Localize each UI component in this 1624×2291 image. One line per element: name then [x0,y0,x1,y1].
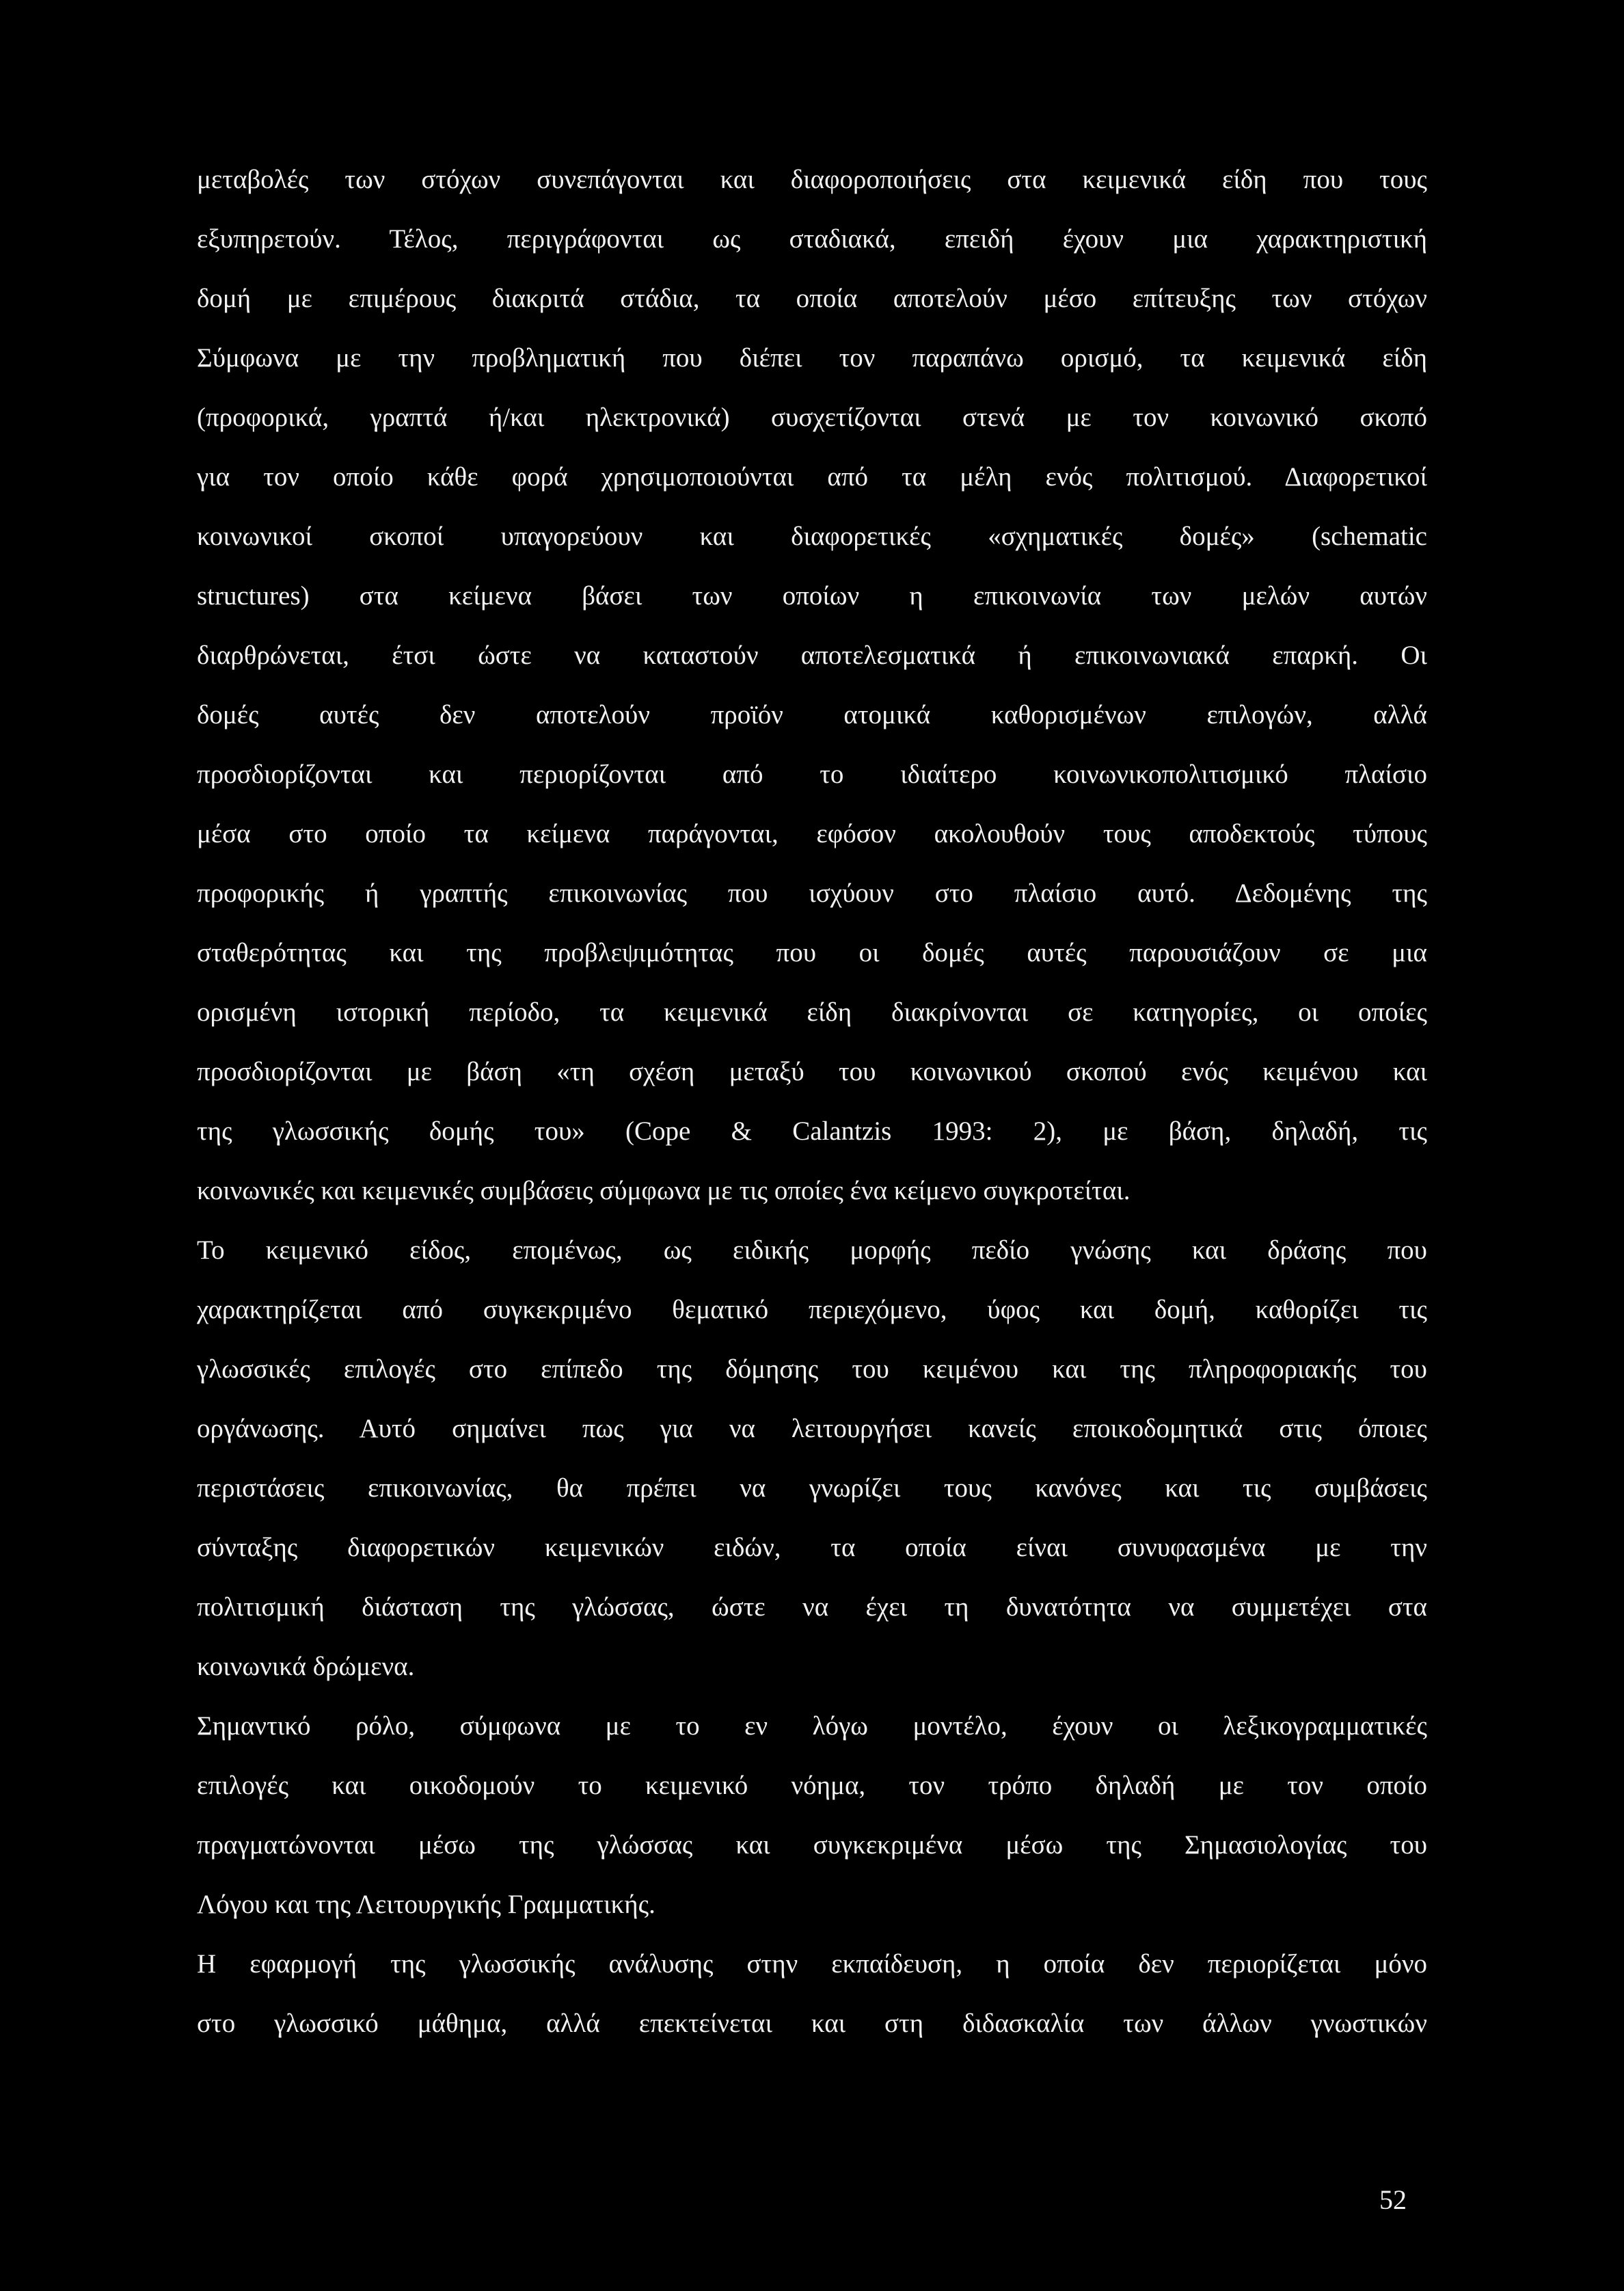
text-line: χαρακτηρίζεται από συγκεκριμένο θεματικό περιεχόμενο, ύφος και δομή, καθορίζει τις [197,1295,1427,1324]
body-text [197,156,1427,2059]
text-line: οργάνωσης. Αυτό σημαίνει πως για να λειτουργήσει κανείς εποικοδομητικά στις όποιες [197,1414,1427,1443]
text-line: σταθερότητας και της προβλεψιμότητας που οι δομές αυτές παρουσιάζουν σε μια [197,938,1427,967]
text-line: μεταβολές των στόχων συνεπάγονται και διαφοροποιήσεις στα κειμενικά είδη που τους [197,165,1427,194]
text-line: πραγματώνονται μέσω της γλώσσας και συγκεκριμένα μέσω της Σημασιολογίας του [197,1830,1427,1860]
text-line: Το κειμενικό είδος, επομένως, ως ειδικής μορφής πεδίο γνώσης και δράσης που [197,1235,1427,1265]
text-line: προσδιορίζονται και περιορίζονται από το ιδιαίτερο κοινωνικοπολιτισμικό πλαίσιο [197,760,1427,789]
text-line: διαρθρώνεται, έτσι ώστε να καταστούν αποτελεσματικά ή επικοινωνιακά επαρκή. Οι [197,641,1427,670]
text-line: για τον οποίο κάθε φορά χρησιμοποιούνται από τα μέλη ενός πολιτισμού. Διαφορετικοί [197,462,1427,492]
text-line: γλωσσικές επιλογές στο επίπεδο της δόμησης του κειμένου και της πληροφοριακής του [197,1354,1427,1384]
text-line: Σημαντικό ρόλο, σύμφωνα με το εν λόγω μοντέλο, έχουν οι λεξικογραμματικές [197,1711,1427,1741]
text-line: προσδιορίζονται με βάση «τη σχέση μεταξύ του κοινωνικού σκοπού ενός κειμένου και [197,1057,1427,1086]
text-line: κοινωνικοί σκοποί υπαγορεύουν και διαφορετικές «σχηματικές δομές» (schematic [197,522,1427,551]
text-line: structures) στα κείμενα βάσει των οποίων η επικοινωνία των μελών αυτών [197,581,1427,611]
text-line: πολιτισμική διάσταση της γλώσσας, ώστε να έχει τη δυνατότητα να συμμετέχει στα [197,1592,1427,1622]
text-line: Η εφαρμογή της γλωσσικής ανάλυσης στην εκπαίδευση, η οποία δεν περιορίζεται μόνο [197,1949,1427,1979]
text-line: κοινωνικές και κειμενικές συμβάσεις σύμφωνα με τις οποίες ένα κείμενο συγκροτείται. [197,1176,1131,1205]
text-line: δομές αυτές δεν αποτελούν προϊόν ατομικά καθορισμένων επιλογών, αλλά [197,700,1427,729]
text-line: της γλωσσικής δομής του» (Cope & Calantzis 1993: 2), με βάση, δηλαδή, τις [197,1116,1427,1146]
text-line: Σύμφωνα με την προβληματική που διέπει τον παραπάνω ορισμό, τα κειμενικά είδη [197,343,1427,373]
text-line: δομή με επιμέρους διακριτά στάδια, τα οποία αποτελούν μέσο επίτευξης των στόχων [197,284,1427,313]
text-line: εξυπηρετούν. Τέλος, περιγράφονται ως σταδιακά, επειδή έχουν μια χαρακτηριστική [197,224,1427,254]
text-line: (προφορικά, γραπτά ή/και ηλεκτρονικά) συσχετίζονται στενά με τον κοινωνικό σκοπό [197,403,1427,432]
text-line: Λόγου και της Λειτουργικής Γραμματικής. [197,1890,655,1919]
text-line: σύνταξης διαφορετικών κειμενικών ειδών, τα οποία είναι συνυφασμένα με την [197,1533,1427,1562]
text-line: μέσα στο οποίο τα κείμενα παράγονται, εφόσον ακολουθούν τους αποδεκτούς τύπους [197,819,1427,848]
text-line: επιλογές και οικοδομούν το κειμενικό νόημα, τον τρόπο δηλαδή με τον οποίο [197,1771,1427,1800]
text-line: ορισμένη ιστορική περίοδο, τα κειμενικά είδη διακρίνονται σε κατηγορίες, οι οποίες [197,997,1427,1027]
text-line: περιστάσεις επικοινωνίας, θα πρέπει να γνωρίζει τους κανόνες και τις συμβάσεις [197,1473,1427,1503]
page-number: 52 [1379,2184,1407,2215]
text-line: προφορικής ή γραπτής επικοινωνίας που ισχύουν στο πλαίσιο αυτό. Δεδομένης της [197,879,1427,908]
text-line: κοινωνικά δρώμενα. [197,1652,415,1681]
text-line: στο γλωσσικό μάθημα, αλλά επεκτείνεται και στη διδασκαλία των άλλων γνωστικών [197,2009,1427,2038]
